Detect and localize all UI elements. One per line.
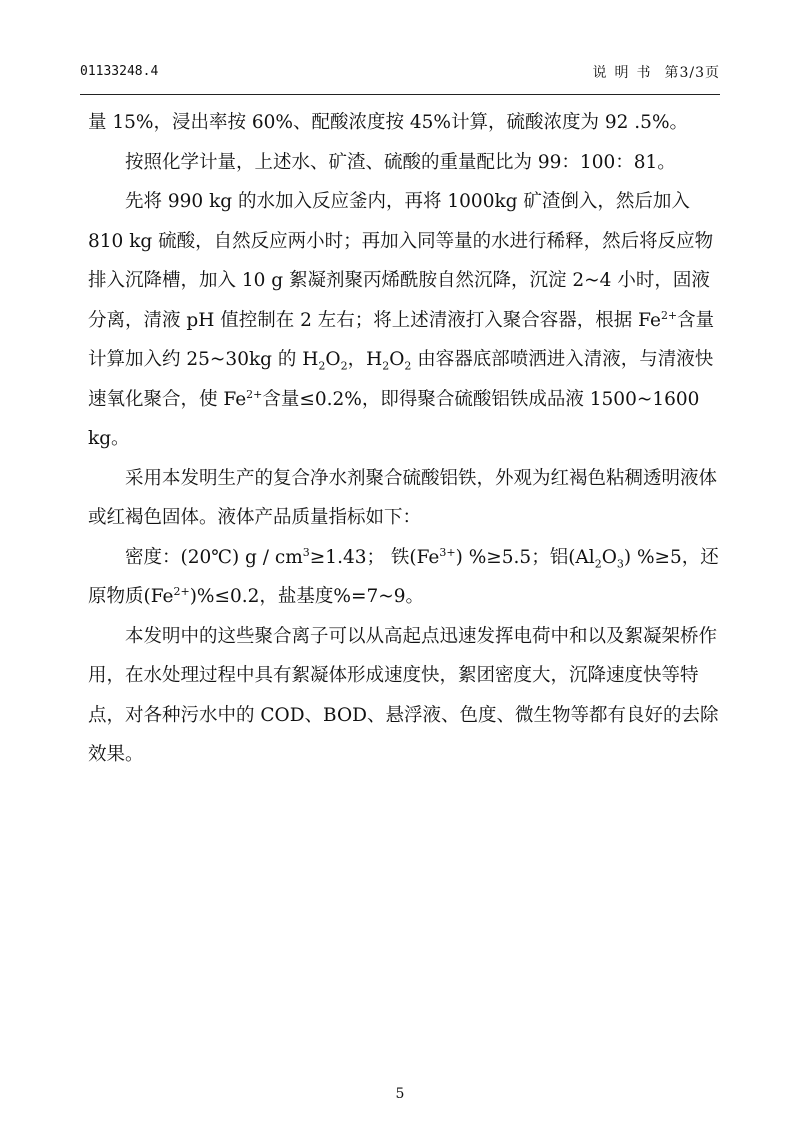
- superscript: 2+: [660, 308, 678, 322]
- document-body: [88, 103, 728, 775]
- paragraph-process: [88, 182, 728, 459]
- text-segment: O: [389, 349, 405, 370]
- superscript: 3+: [439, 545, 456, 559]
- paragraph-effects: 本发明中的这些聚合离子可以从高起点迅速发挥电荷中和以及絮凝架桥作用，在水处理过程中具有絮凝体形成速度快，絮团密度大，沉降速度快等特点，对各种污水中的 COD、BOD、悬浮液、色度、微生物等都有良好的去除效果。: [88, 625, 719, 765]
- text-segment: 由容器底部喷洒进入清液，与清液快速氧化聚合，使 Fe: [88, 349, 714, 410]
- text-segment: ) %≥5.5；铝(Al: [455, 546, 595, 568]
- document-number: 01133248.4: [80, 64, 159, 79]
- superscript: 2+: [173, 584, 190, 598]
- header-divider: [80, 94, 720, 95]
- subscript: 2: [404, 359, 412, 373]
- superscript: 3: [302, 545, 310, 559]
- text-segment: 先将 990 kg 的水加入反应釜内，再将 1000kg 矿渣倒入，然后加入 810 kg 硫酸，自然反应两小时；再加入同等量的水进行稀释，然后将反应物排入沉降槽，加入 10 g 絮凝剂聚丙烯酰胺自然沉降，沉淀 2~4 小时，固液分离，清液 pH 值控制在 2 左右；将上述清液打入聚合容器，根据 Fe: [88, 191, 714, 331]
- subscript: 2: [340, 359, 348, 373]
- subscript: 2: [594, 557, 602, 571]
- page-header-right: [592, 62, 720, 82]
- subscript: 2: [382, 359, 390, 373]
- paragraph-stoichiometry: 按照化学计量，上述水、矿渣、硫酸的重量配比为 99：100：81。: [125, 151, 676, 173]
- text-segment: 含量≤0.2%，即得聚合硫酸铝铁成品液 1500~1600 kg。: [88, 388, 700, 449]
- paragraph-continuation: 量 15%，浸出率按 60%、配酸浓度按 45%计算，硫酸浓度为 92 .5%。: [88, 112, 689, 133]
- superscript: 2+: [246, 387, 263, 401]
- page-number: 5: [395, 1086, 405, 1102]
- text-segment: O: [325, 349, 341, 370]
- paragraph-quality-indicators: [88, 538, 728, 617]
- subscript: 3: [616, 557, 624, 571]
- subscript: 2: [318, 359, 326, 373]
- text-segment: )%≤0.2，盐基度%=7~9。: [189, 586, 425, 607]
- paragraph-product-appearance: 采用本发明生产的复合净水剂聚合硫酸铝铁，外观为红褐色粘稠透明液体或红褐色固体。液体产品质量指标如下：: [88, 467, 718, 528]
- text-segment: ≥1.43； 铁(Fe: [309, 546, 440, 568]
- text-segment: 密度：(20℃) g / cm: [125, 546, 303, 568]
- page-indicator: 第3/3页: [664, 65, 720, 81]
- text-segment: 含量计算加入约 25~30kg 的 H: [88, 309, 715, 370]
- text-segment: ，H: [347, 349, 383, 370]
- text-segment: O: [601, 546, 617, 568]
- document-title: 说明书: [592, 65, 659, 81]
- text-segment: ) %≥5，还原物质(Fe: [88, 546, 719, 607]
